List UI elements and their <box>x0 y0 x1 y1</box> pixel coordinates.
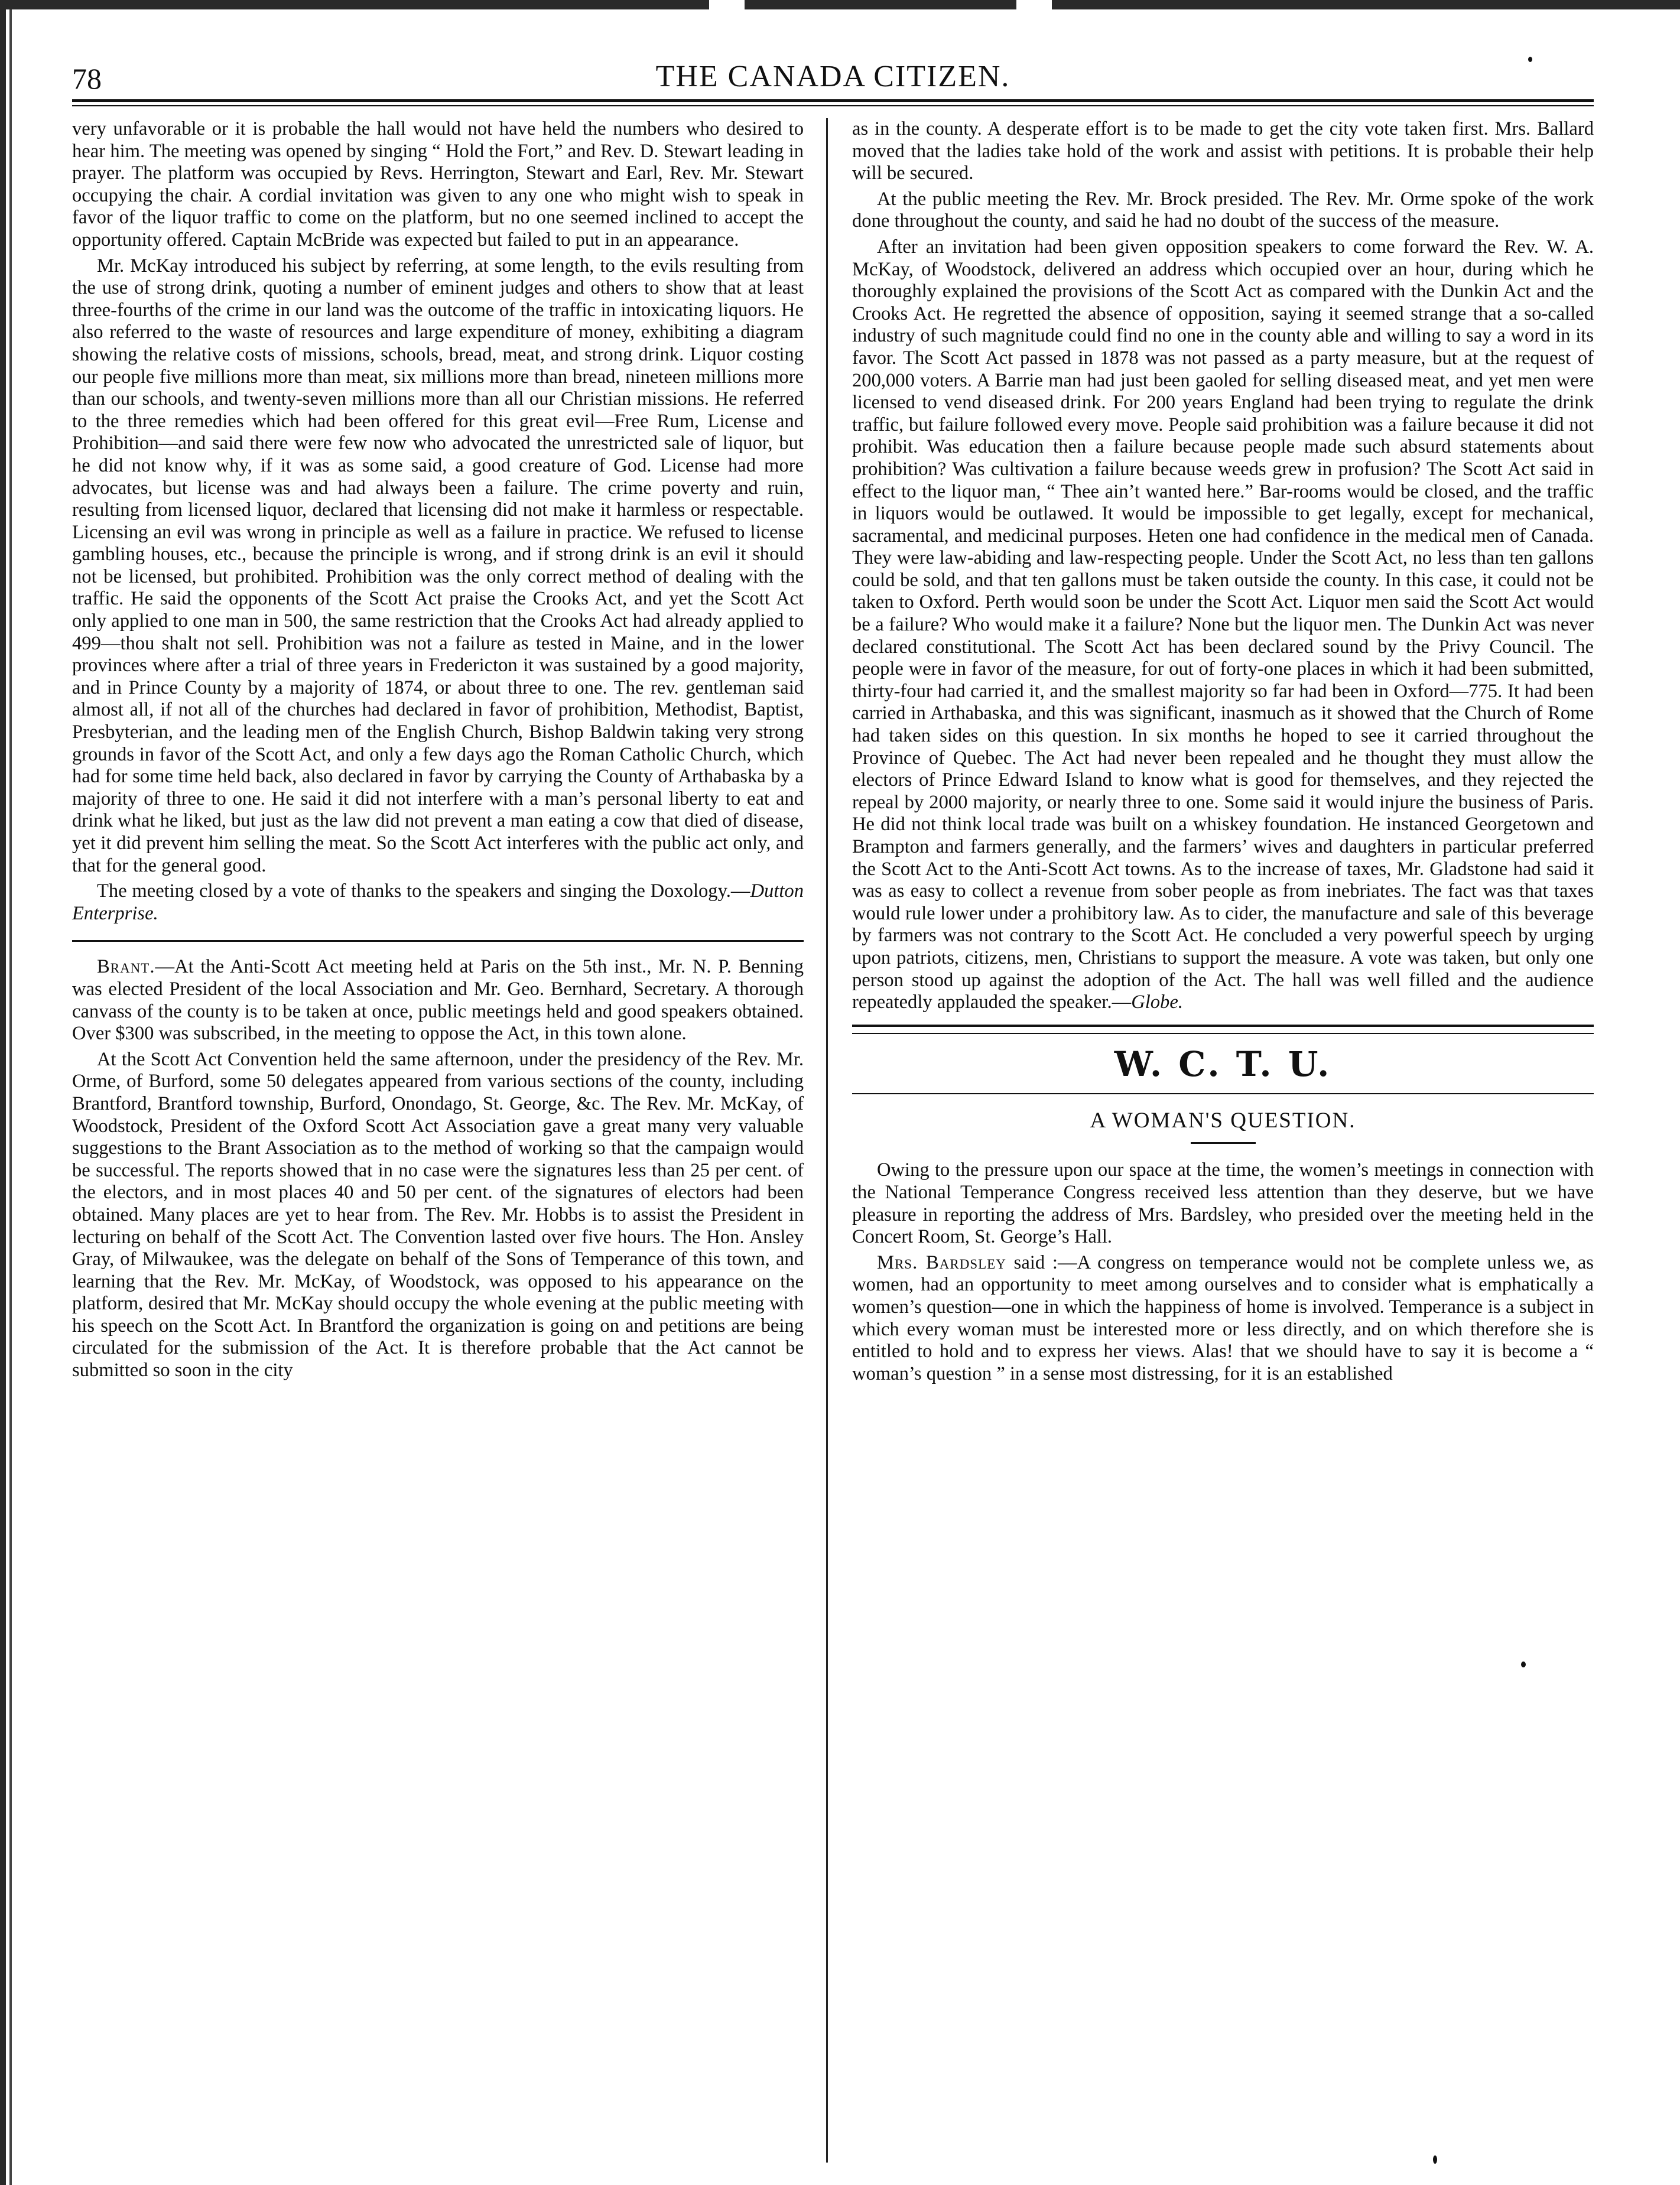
title-rule <box>1191 1142 1256 1144</box>
speaker-name: Mrs. Bardsley <box>877 1251 1006 1273</box>
article-title: A WOMAN'S QUESTION. <box>1090 1108 1356 1133</box>
column-divider <box>826 118 828 2163</box>
paragraph <box>72 956 804 1045</box>
section-rule-thin <box>852 1093 1594 1094</box>
ink-spot <box>1433 2155 1437 2164</box>
scan-gap <box>709 0 745 13</box>
paragraph <box>852 1252 1594 1386</box>
source-credit: Globe. <box>1131 991 1183 1013</box>
paragraph: At the public meeting the Rev. Mr. Brock presided. The Rev. Mr. Orme spoke of the work done throughout the county, and said he had no doubt of the success of the measure. <box>852 188 1594 232</box>
ink-spot <box>1528 57 1532 62</box>
paragraph: very unfavorable or it is probable the hall would not have held the numbers who desired to hear him. The meeting was opened by singing “ Hold the Fort,” and Rev. D. Stewart leading in prayer. The platform was occupied by Revs. Herrington, Stewart and Earl, Rev. Mr. Stewart occupying the chair. A cordial invitation was given to any one who might wish to speak in favor of the liquor traffic to come on the platform, but no one seemed inclined to accept the opportunity offered. Captain McBride was expected but failed to put in an appearance. <box>72 118 804 251</box>
paragraph-text: The meeting closed by a vote of thanks to the speakers and singing the Doxology.— <box>97 880 750 902</box>
page-header <box>72 51 1594 104</box>
paragraph <box>852 236 1594 1014</box>
paragraph-text: said :—A congress on temperance would not be complete unless we, as women, had an opportunity to meet among ourselves and to consider what is emphatically a women’s question—one in which the happiness of home is involved. Temperance is a subject in which every woman must be interested more or less directly, and on which therefore she is entitled to hold and to express her views. Alas! that we should have to say it is become a “ woman’s question ” in a sense most distressing, for it is an established <box>852 1251 1594 1384</box>
paragraph-text: After an invitation had been given opposition speakers to come forward the Rev. W. A. McKay, of Woodstock, delivered an address which occupied over an hour, during which he thoroughly explained the provisions of the Scott Act as compared with the Dunkin Act and the Crooks Act. He regretted the absence of opposition, saying it seemed strange that a so-called industry of such magnitude could find no one in the county able and willing to say a word in its favor. The Scott Act passed in 1878 was not passed as a party measure, but at the request of 200,000 voters. A Barrie man had just been gaoled for selling diseased meat, and yet men were licensed to vend diseased drink. For 200 years England had been trying to regulate the drink traffic, but failure followed every move. People said prohibition was a failure because it did not prohibit. Was education then a failure because people made such absurd statements about prohibition? Was cultivation a failure because weeds grew in profusion? The Scott Act said in effect to the liquor man, “ Thee ain’t wanted here.” Bar-rooms would be closed, and the traffic in liquors would be outlawed. It would be impossible to get legally, except for mechanical, sacramental, and medicinal purposes. Heten one had confidence in the medical men of Canada. They were law-abiding and law-respecting people. Under the Scott Act, no less than ten gallons could be sold, and that ten gallons must be taken outside the county. In this case, it could not be taken to Oxford. Perth would soon be under the Scott Act. Liquor men said the Scott Act would be a failure? Who would make it a failure? None but the liquor men. The Dunkin Act was never declared constitutional. The Scott Act has been declared sound by the Privy Council. The people were in favor of the measure, for out of forty-one places in which it had been submitted, thirty-four had carried it, and the smallest majority so far had been in Oxford—775. It had been carried in Arthabaska, and this was significant, inasmuch as it showed that the Church of Rome had taken sides on this question. In six months he hoped to see it carried throughout the Province of Quebec. The Act had never been repealed and he thought they must allow the electors of Prince Edward Island to know what is good for themselves, and they rejected the repeal by 2000 majority, or nearly three to one. Some said it would injure the business of Paris. He did not think local trade was built on a whiskey foundation. He instanced Georgetown and Brampton and farmers generally, and the farmers’ wives and daughters in particular preferred the Scott Act to the Anti-Scott Act towns. As to the increase of taxes, Mr. Gladstone had said it was as easy to collect a revenue from sober people as from inebriates. The fact was that taxes would rule lower under a prohibitory law. As to cider, the manufacture and sale of this beverage by farmers was not contrary to the Scott Act. He concluded a very powerful speech by urging upon patriots, citizens, men, Christians to support the measure. A vote was taken, but only one person stood up against the adoption of the Act. The hall was well filled and the audience repeatedly applauded the speaker.— <box>852 236 1594 1013</box>
paragraph: Mr. McKay introduced his subject by referring, at some length, to the evils resulting from the use of strong drink, quoting a number of eminent judges and others to show that at least three-fourths of the crime in our land was the outcome of the traffic in intoxicating liquors. He also referred to the waste of resources and large expenditure of money, exhibiting a diagram showing the relative costs of missions, schools, bread, meat, and strong drink. Liquor costing our people five millions more than meat, six millions more than bread, nineteen millions more than our schools, and twenty-seven millions more than all our Christian missions. He referred to the three remedies which had been offered for this great evil—Free Rum, License and Prohibition—and said there were few now who advocated the unrestricted sale of liquor, but he did not know why, if it was as some said, a good creature of God. License had more advocates, but license was and had always been a failure. The crime poverty and ruin, resulting from licensed liquor, declared that licensing did not make it harmless or respectable. Licensing an evil was wrong in principle as well as a failure in practice. We refused to license gambling houses, etc., because the principle is wrong, and if strong drink is an evil it should not be licensed, but prohibited. Prohibition was the only correct method of dealing with the traffic. He said the opponents of the Scott Act praise the Crooks Act, and yet the Scott Act only applied to one man in 500, the same restriction that the Crooks Act had already applied to 499—thou shalt not sell. Prohibition was not a failure as tested in Maine, and in the lower provinces where after a trial of three years in Fredericton it was sustained by a good majority, and in Prince County by a majority of 1874, or about three to one. The rev. gentleman said almost all, if not all of the churches had declared in favor of prohibition, Methodist, Baptist, Presbyterian, and the leading men of the English Church, Bishop Baldwin taking very strong grounds in favor of the Scott Act, and only a few days ago the Roman Catholic Church, which had for some time held back, also declared in favor by carrying the County of Arthabaska by a majority of three to one. He said it did not interfere with a man’s personal liberty to eat and drink what he liked, but just as the law did not prevent a man eating a cow that died of disease, yet it did prevent him selling the meat. So the Scott Act interferes with the public act only, and that for the general good. <box>72 255 804 876</box>
scan-gap <box>1016 0 1052 13</box>
running-title: THE CANADA CITIZEN. <box>655 60 1010 93</box>
dateline: Brant. <box>97 956 155 978</box>
page-number: 78 <box>72 62 102 95</box>
paragraph: as in the county. A desperate effort is to be made to get the city vote taken first. Mrs. Ballard moved that the ladies take hold of the work and assist with petitions. It is probable their help will be secured. <box>852 118 1594 184</box>
header-rule-thin <box>72 105 1594 106</box>
left-column <box>72 118 804 2168</box>
section-rule <box>852 1025 1594 1034</box>
paragraph <box>72 880 804 925</box>
source-credit: Dutton Enterprise. <box>72 880 804 924</box>
ink-spot <box>1521 1661 1526 1667</box>
scan-edge-left <box>0 0 6 2185</box>
paragraph-text: —At the Anti-Scott Act meeting held at Paris on the 5th inst., Mr. N. P. Benning was elected President of the local Association and Mr. Geo. Bernhard, Secretary. A thorough canvass of the county is to be taken at once, public meetings held and good speakers obtained. Over $300 was subscribed, in the meeting to oppose the Act, in this town alone. <box>72 956 804 1045</box>
header-rule-thick <box>72 99 1594 102</box>
scan-edge-top <box>0 0 1680 9</box>
paragraph: Owing to the pressure upon our space at the time, the women’s meetings in connection with the National Temperance Congress received less attention than they deserve, but we have pleasure in reporting the address of Mrs. Bardsley, who presided over the meeting held in the Concert Room, St. George’s Hall. <box>852 1159 1594 1248</box>
right-column <box>852 118 1594 2168</box>
section-heading: W. C. T. U. <box>1114 1043 1332 1084</box>
paragraph: At the Scott Act Convention held the same afternoon, under the presidency of the Rev. Mr. Orme, of Burford, some 50 delegates appeared from various sections of the county, including Brantford, Brantford township, Burford, Onondago, St. George, &c. The Rev. Mr. McKay, of Woodstock, President of the Oxford Scott Act Association gave a great many very valuable suggestions to the Brant Association as to the method of working so that the campaign would be successful. The reports showed that in no case were the signatures less than 25 per cent. of the electors, and in most places 40 and 50 per cent. of the signatures of electors had been obtained. Many places are yet to hear from. The Rev. Mr. Hobbs is to assist the President in lecturing on behalf of the Scott Act. The Convention lasted over five hours. The Hon. Ansley Gray, of Milwaukee, was the delegate on behalf of the Sons of Temperance of this town, and learning that the Rev. Mr. McKay, of Woodstock, was opposed to his appearance on the platform, desired that Mr. McKay should occupy the whole evening at the public meeting with his speech on the Scott Act. In Brantford the organization is going on and petitions are being circulated for the submission of the Act. It is therefore probable that the Act cannot be submitted so soon in the city <box>72 1048 804 1381</box>
article-separator <box>72 940 804 942</box>
scan-edge-line <box>9 0 12 2185</box>
